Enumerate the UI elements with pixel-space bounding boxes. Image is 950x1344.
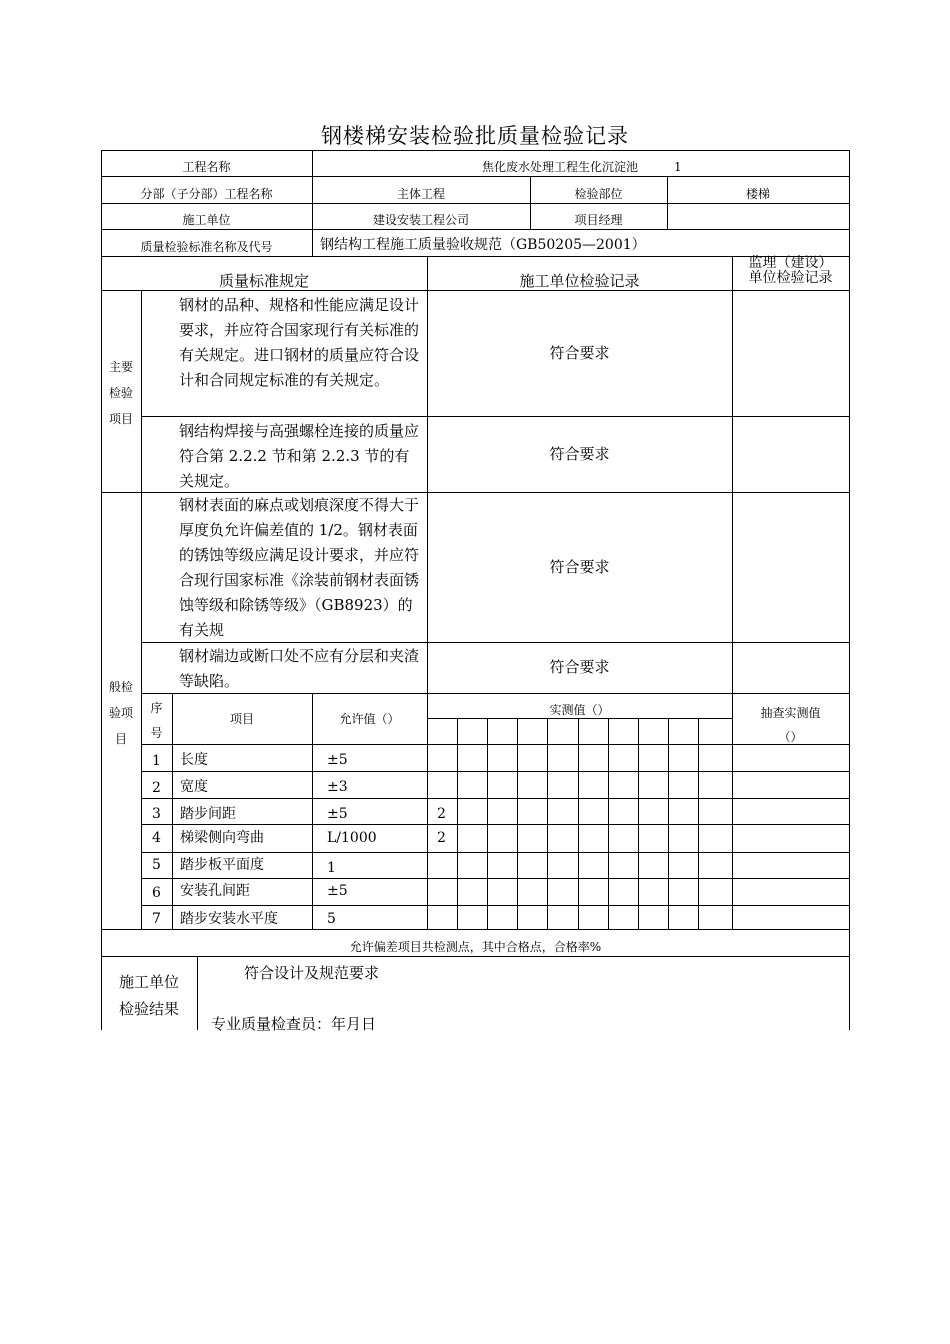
col-divider xyxy=(457,718,458,929)
sample-header-2: （） xyxy=(778,730,803,744)
general-items-label-3: 目 xyxy=(114,732,127,746)
col-divider xyxy=(578,718,579,929)
row-divider xyxy=(427,718,732,719)
col-divider xyxy=(698,718,699,929)
contractor-record-header: 施工单位检验记录 xyxy=(519,272,640,290)
main-items-label-2: 检验 xyxy=(108,386,133,400)
col-divider xyxy=(608,718,609,929)
row-no: 5 xyxy=(152,857,161,873)
project-name-value: 焦化废水处理工程生化沉淀池 xyxy=(482,160,639,174)
item-header: 项目 xyxy=(229,712,254,726)
main-item-result: 符合要求 xyxy=(549,445,610,463)
allow-header: 允许值（） xyxy=(339,712,400,726)
row-allow: ±5 xyxy=(327,752,348,768)
quality-standard-header: 质量标准规定 xyxy=(218,272,309,290)
general-item-text: 钢材端边或断口处不应有分层和夹渣等缺陷。 xyxy=(179,647,420,690)
col-divider xyxy=(312,693,313,929)
col-divider xyxy=(667,176,668,229)
pm-label: 项目经理 xyxy=(574,213,623,227)
row-divider xyxy=(101,176,850,177)
main-items-label-1: 主要 xyxy=(108,360,133,374)
row-allow: ±3 xyxy=(327,779,348,795)
row-divider xyxy=(101,203,850,204)
sub-project-label: 分部（子分部）工程名称 xyxy=(140,187,273,201)
row-divider xyxy=(101,290,850,291)
row-allow: 1 xyxy=(327,860,336,876)
supervisor-record-header-1: 监理（建设） xyxy=(748,255,833,271)
standard-label: 质量检验标准名称及代号 xyxy=(140,240,273,254)
row-measured: 2 xyxy=(437,830,446,846)
row-measured: 2 xyxy=(437,806,446,822)
col-divider xyxy=(732,256,733,929)
row-divider xyxy=(141,771,850,772)
result-label-1: 施工单位 xyxy=(118,973,179,991)
row-item: 梯梁侧向弯曲 xyxy=(180,830,264,846)
result-label-2: 检验结果 xyxy=(118,1000,179,1018)
row-allow: ±5 xyxy=(327,806,348,822)
project-name-suffix: 1 xyxy=(674,160,682,174)
col-divider xyxy=(487,718,488,929)
general-items-label-2: 验项 xyxy=(108,706,133,720)
inspector-signature-line: 专业质量检查员：年月日 xyxy=(211,1015,377,1033)
col-divider xyxy=(547,718,548,929)
row-no: 1 xyxy=(152,753,161,769)
row-allow: ±5 xyxy=(327,883,348,899)
project-name-label: 工程名称 xyxy=(182,160,231,174)
seq-header-2: 号 xyxy=(150,726,163,740)
row-divider xyxy=(101,229,850,230)
row-divider xyxy=(141,878,850,879)
row-no: 3 xyxy=(152,806,161,822)
row-divider xyxy=(141,852,850,853)
measured-header: 实测值（） xyxy=(549,703,610,717)
general-item-text: 钢材表面的麻点或划痕深度不得大于厚度负允许偏差值的 1/2。钢材表面的锈蚀等级应满足设计要求，并应符合现行国家标准《涂装前钢材表面锈蚀等级和除锈等级》（GB8923）的有关规 xyxy=(179,496,420,639)
sample-header-1: 抽查实测值 xyxy=(760,706,821,720)
row-no: 6 xyxy=(152,885,161,901)
col-divider xyxy=(172,693,173,929)
col-divider xyxy=(197,956,198,1030)
contractor-value: 建设安装工程公司 xyxy=(372,213,469,227)
main-items-label-3: 项目 xyxy=(108,412,133,426)
row-divider xyxy=(141,744,850,745)
general-items-label-1: 般检 xyxy=(108,680,133,694)
inspection-part-label: 检验部位 xyxy=(574,187,623,201)
main-item-text: 钢结构焊接与高强螺栓连接的质量应符合第 2.2.2 节和第 2.2.3 节的有关规定。 xyxy=(179,422,420,490)
row-divider xyxy=(141,416,850,417)
row-item: 长度 xyxy=(180,752,208,768)
table-border-right xyxy=(849,150,850,1030)
page-title: 钢楼梯安装检验批质量检验记录 xyxy=(321,124,629,148)
contractor-label: 施工单位 xyxy=(182,213,231,227)
supervisor-record-header-2: 单位检验记录 xyxy=(748,270,833,286)
row-no: 2 xyxy=(152,780,161,796)
inspection-record-table xyxy=(101,150,850,1033)
row-item: 宽度 xyxy=(180,779,208,795)
row-no: 7 xyxy=(152,911,161,927)
row-no: 4 xyxy=(152,830,161,846)
row-item: 踏步间距 xyxy=(180,806,236,822)
sub-project-value: 主体工程 xyxy=(396,187,445,201)
row-allow: L/1000 xyxy=(327,830,377,846)
row-divider xyxy=(101,956,850,957)
row-divider xyxy=(141,905,850,906)
general-item-result: 符合要求 xyxy=(549,558,610,576)
main-item-text: 钢材的品种、规格和性能应满足设计要求，并应符合国家现行有关标准的有关规定。进口钢材的质量应符合设计和合同规定标准的有关规定。 xyxy=(179,296,420,389)
col-divider xyxy=(638,718,639,929)
table-border-top xyxy=(101,150,850,151)
seq-header-1: 序 xyxy=(150,701,163,715)
row-item: 安装孔间距 xyxy=(180,883,250,899)
inspection-part-value: 楼梯 xyxy=(745,187,770,201)
summary-text: 允许偏差项目共检测点，其中合格点，合格率% xyxy=(349,940,602,954)
row-item: 踏步安装水平度 xyxy=(180,911,278,927)
row-item: 踏步板平面度 xyxy=(180,857,264,873)
row-divider xyxy=(141,824,850,825)
col-divider xyxy=(668,718,669,929)
main-item-result: 符合要求 xyxy=(549,344,610,362)
row-divider xyxy=(101,929,850,930)
general-item-result: 符合要求 xyxy=(549,658,610,676)
result-text: 符合设计及规范要求 xyxy=(244,964,380,982)
standard-value: 钢结构工程施工质量验收规范（GB50205—2001） xyxy=(320,237,646,253)
row-allow: 5 xyxy=(327,911,336,927)
row-divider xyxy=(141,798,850,799)
col-divider xyxy=(312,150,313,256)
col-divider xyxy=(517,718,518,929)
